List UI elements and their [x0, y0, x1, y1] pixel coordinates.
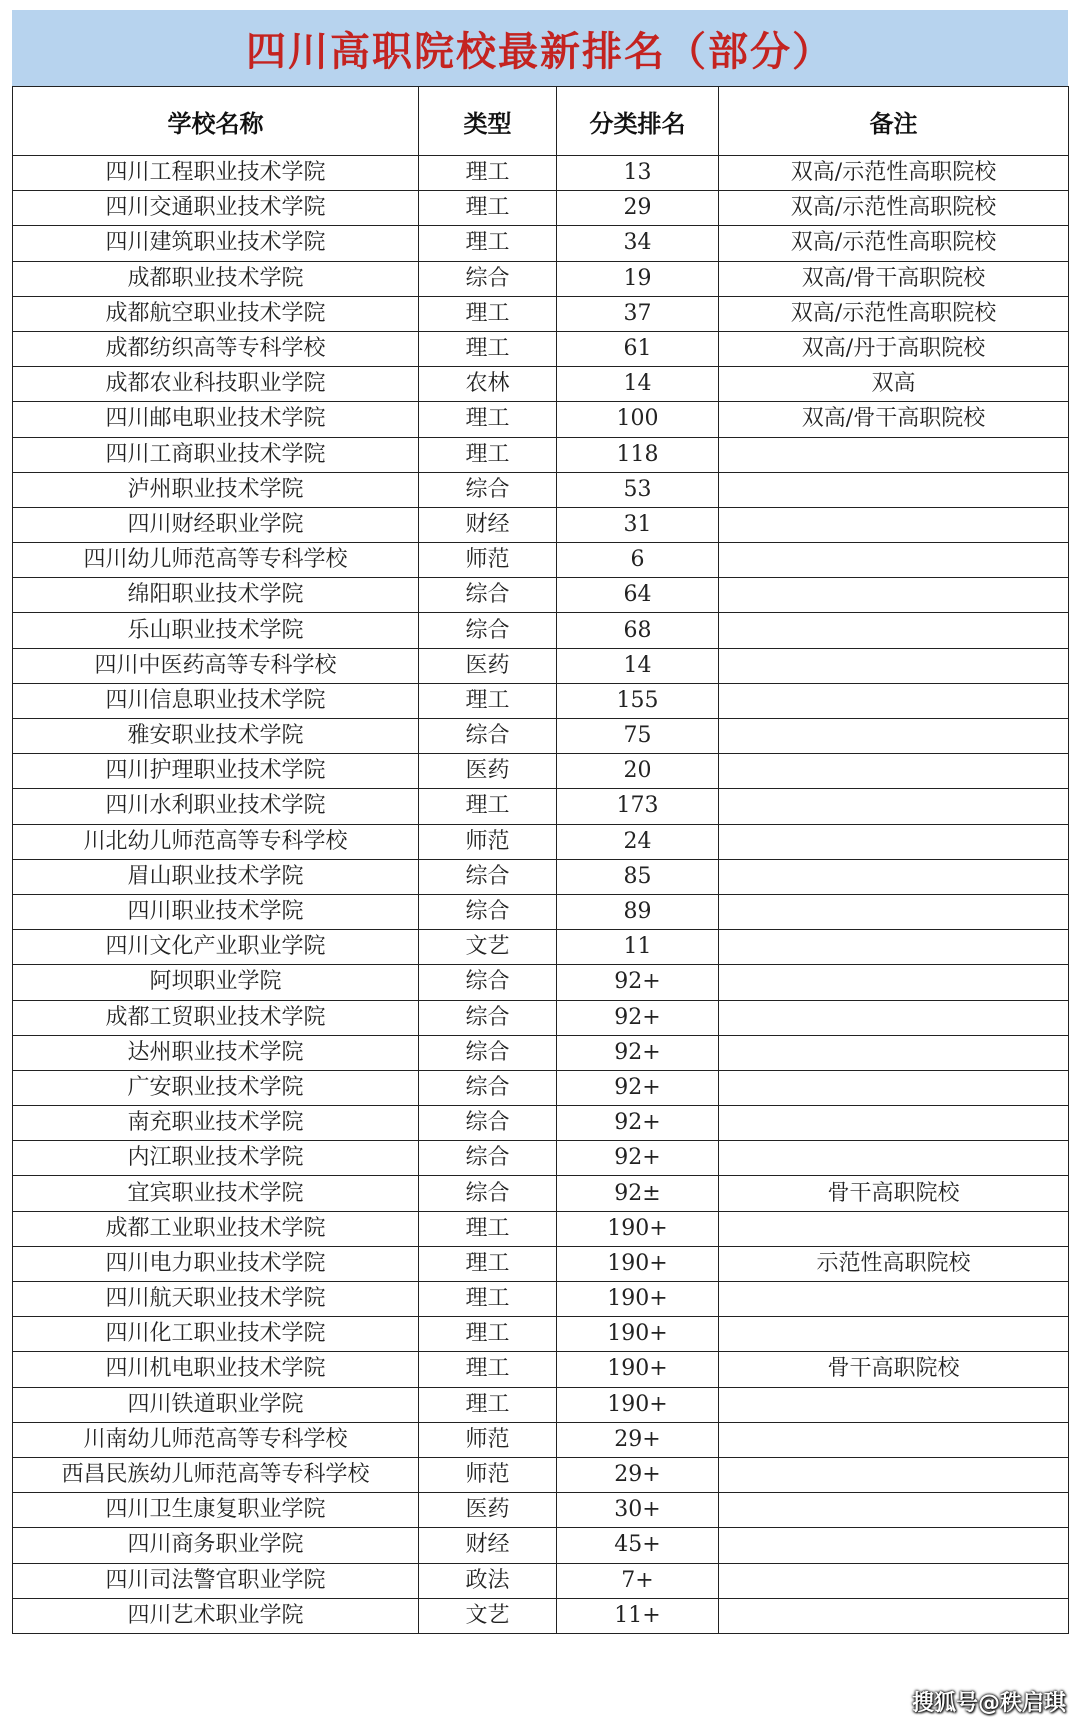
cell-type: 综合 [419, 894, 557, 929]
table-row [13, 1176, 1069, 1211]
cell-category-rank: 155 [557, 683, 719, 718]
ranking-table [12, 86, 1069, 1634]
cell-school-name: 雅安职业技术学院 [13, 719, 419, 754]
cell-remarks [719, 1528, 1069, 1563]
cell-category-rank: 100 [557, 402, 719, 437]
header-type: 类型 [419, 87, 557, 156]
table-row [13, 191, 1069, 226]
cell-category-rank: 190+ [557, 1317, 719, 1352]
cell-type: 综合 [419, 1141, 557, 1176]
cell-school-name: 达州职业技术学院 [13, 1035, 419, 1070]
cell-type: 理工 [419, 1317, 557, 1352]
cell-remarks [719, 472, 1069, 507]
cell-school-name: 四川航天职业技术学院 [13, 1282, 419, 1317]
table-row [13, 1141, 1069, 1176]
cell-remarks: 双高 [719, 367, 1069, 402]
cell-remarks [719, 859, 1069, 894]
table-row [13, 578, 1069, 613]
cell-type: 政法 [419, 1563, 557, 1598]
table-row [13, 1352, 1069, 1387]
cell-category-rank: 24 [557, 824, 719, 859]
cell-remarks [719, 1387, 1069, 1422]
cell-remarks [719, 965, 1069, 1000]
table-body [13, 156, 1069, 1634]
cell-category-rank: 75 [557, 719, 719, 754]
cell-school-name: 四川电力职业技术学院 [13, 1246, 419, 1281]
cell-remarks: 双高/骨干高职院校 [719, 402, 1069, 437]
cell-type: 医药 [419, 754, 557, 789]
cell-category-rank: 61 [557, 331, 719, 366]
header-remarks: 备注 [719, 87, 1069, 156]
source-watermark: 搜狐号@秩启琪 [911, 1691, 1066, 1716]
cell-type: 理工 [419, 437, 557, 472]
cell-remarks [719, 1141, 1069, 1176]
table-row [13, 1000, 1069, 1035]
cell-remarks [719, 648, 1069, 683]
cell-type: 理工 [419, 331, 557, 366]
cell-school-name: 成都工贸职业技术学院 [13, 1000, 419, 1035]
table-row [13, 367, 1069, 402]
page-title: 四川高职院校最新排名（部分） [12, 10, 1068, 86]
cell-remarks [719, 1493, 1069, 1528]
table-row [13, 543, 1069, 578]
cell-school-name: 四川商务职业学院 [13, 1528, 419, 1563]
cell-type: 综合 [419, 578, 557, 613]
cell-school-name: 成都航空职业技术学院 [13, 296, 419, 331]
cell-school-name: 川南幼儿师范高等专科学校 [13, 1422, 419, 1457]
table-row [13, 754, 1069, 789]
cell-school-name: 四川铁道职业学院 [13, 1387, 419, 1422]
cell-remarks [719, 613, 1069, 648]
table-row [13, 1387, 1069, 1422]
cell-type: 文艺 [419, 930, 557, 965]
table-row [13, 1563, 1069, 1598]
cell-category-rank: 173 [557, 789, 719, 824]
cell-type: 师范 [419, 543, 557, 578]
cell-category-rank: 190+ [557, 1387, 719, 1422]
cell-school-name: 四川艺术职业学院 [13, 1598, 419, 1633]
cell-category-rank: 29+ [557, 1457, 719, 1492]
cell-school-name: 成都工业职业技术学院 [13, 1211, 419, 1246]
cell-remarks [719, 719, 1069, 754]
cell-school-name: 四川护理职业技术学院 [13, 754, 419, 789]
cell-remarks [719, 1422, 1069, 1457]
table-row [13, 1106, 1069, 1141]
table-row [13, 930, 1069, 965]
cell-remarks [719, 789, 1069, 824]
cell-school-name: 成都职业技术学院 [13, 261, 419, 296]
cell-school-name: 四川建筑职业技术学院 [13, 226, 419, 261]
table-row [13, 1211, 1069, 1246]
cell-category-rank: 68 [557, 613, 719, 648]
cell-type: 理工 [419, 296, 557, 331]
cell-type: 综合 [419, 1000, 557, 1035]
cell-type: 理工 [419, 156, 557, 191]
table-row [13, 402, 1069, 437]
cell-type: 理工 [419, 402, 557, 437]
cell-remarks [719, 894, 1069, 929]
cell-remarks [719, 1598, 1069, 1633]
cell-type: 理工 [419, 1282, 557, 1317]
cell-category-rank: 30+ [557, 1493, 719, 1528]
cell-remarks: 双高/骨干高职院校 [719, 261, 1069, 296]
cell-remarks: 双高/示范性高职院校 [719, 226, 1069, 261]
table-row [13, 613, 1069, 648]
table-row [13, 1493, 1069, 1528]
header-category-rank: 分类排名 [557, 87, 719, 156]
cell-school-name: 四川交通职业技术学院 [13, 191, 419, 226]
cell-remarks: 双高/示范性高职院校 [719, 191, 1069, 226]
table-row [13, 1035, 1069, 1070]
cell-remarks [719, 683, 1069, 718]
cell-type: 综合 [419, 1035, 557, 1070]
cell-category-rank: 92+ [557, 1070, 719, 1105]
cell-school-name: 川北幼儿师范高等专科学校 [13, 824, 419, 859]
cell-type: 师范 [419, 824, 557, 859]
cell-remarks: 示范性高职院校 [719, 1246, 1069, 1281]
cell-category-rank: 6 [557, 543, 719, 578]
cell-category-rank: 20 [557, 754, 719, 789]
cell-school-name: 广安职业技术学院 [13, 1070, 419, 1105]
cell-school-name: 四川机电职业技术学院 [13, 1352, 419, 1387]
cell-category-rank: 92+ [557, 1035, 719, 1070]
cell-remarks [719, 507, 1069, 542]
cell-category-rank: 92+ [557, 965, 719, 1000]
cell-remarks: 骨干高职院校 [719, 1176, 1069, 1211]
cell-remarks [719, 824, 1069, 859]
cell-type: 综合 [419, 965, 557, 1000]
cell-category-rank: 53 [557, 472, 719, 507]
cell-remarks: 骨干高职院校 [719, 1352, 1069, 1387]
table-row [13, 1317, 1069, 1352]
cell-category-rank: 92+ [557, 1141, 719, 1176]
cell-remarks [719, 1211, 1069, 1246]
cell-school-name: 四川财经职业学院 [13, 507, 419, 542]
cell-type: 综合 [419, 1106, 557, 1141]
cell-category-rank: 19 [557, 261, 719, 296]
table-row [13, 472, 1069, 507]
cell-remarks [719, 578, 1069, 613]
cell-type: 综合 [419, 719, 557, 754]
cell-remarks [719, 1035, 1069, 1070]
table-row [13, 824, 1069, 859]
cell-type: 综合 [419, 1176, 557, 1211]
table-row [13, 437, 1069, 472]
cell-type: 综合 [419, 261, 557, 296]
cell-category-rank: 64 [557, 578, 719, 613]
cell-category-rank: 92+ [557, 1106, 719, 1141]
cell-category-rank: 92+ [557, 1000, 719, 1035]
cell-school-name: 乐山职业技术学院 [13, 613, 419, 648]
cell-category-rank: 190+ [557, 1282, 719, 1317]
cell-type: 理工 [419, 1246, 557, 1281]
table-row [13, 261, 1069, 296]
cell-remarks [719, 1317, 1069, 1352]
cell-school-name: 四川幼儿师范高等专科学校 [13, 543, 419, 578]
cell-type: 理工 [419, 1211, 557, 1246]
cell-category-rank: 14 [557, 648, 719, 683]
table-row [13, 648, 1069, 683]
cell-type: 财经 [419, 507, 557, 542]
cell-remarks [719, 1106, 1069, 1141]
cell-category-rank: 45+ [557, 1528, 719, 1563]
cell-school-name: 四川职业技术学院 [13, 894, 419, 929]
cell-type: 医药 [419, 648, 557, 683]
cell-remarks [719, 1282, 1069, 1317]
cell-school-name: 四川司法警官职业学院 [13, 1563, 419, 1598]
table-row [13, 1246, 1069, 1281]
cell-category-rank: 190+ [557, 1211, 719, 1246]
cell-type: 理工 [419, 1352, 557, 1387]
cell-category-rank: 190+ [557, 1246, 719, 1281]
cell-type: 理工 [419, 191, 557, 226]
cell-school-name: 绵阳职业技术学院 [13, 578, 419, 613]
cell-category-rank: 92± [557, 1176, 719, 1211]
cell-category-rank: 11+ [557, 1598, 719, 1633]
table-row [13, 331, 1069, 366]
cell-category-rank: 34 [557, 226, 719, 261]
cell-remarks [719, 543, 1069, 578]
cell-remarks: 双高/示范性高职院校 [719, 296, 1069, 331]
cell-type: 综合 [419, 472, 557, 507]
cell-type: 农林 [419, 367, 557, 402]
table-row [13, 789, 1069, 824]
cell-remarks [719, 1000, 1069, 1035]
cell-category-rank: 31 [557, 507, 719, 542]
cell-school-name: 眉山职业技术学院 [13, 859, 419, 894]
table-row [13, 156, 1069, 191]
table-row [13, 226, 1069, 261]
table-row [13, 1422, 1069, 1457]
cell-type: 综合 [419, 1070, 557, 1105]
cell-category-rank: 37 [557, 296, 719, 331]
cell-remarks [719, 754, 1069, 789]
cell-school-name: 四川工商职业技术学院 [13, 437, 419, 472]
cell-type: 理工 [419, 683, 557, 718]
cell-type: 师范 [419, 1422, 557, 1457]
cell-school-name: 内江职业技术学院 [13, 1141, 419, 1176]
cell-category-rank: 7+ [557, 1563, 719, 1598]
cell-remarks [719, 1070, 1069, 1105]
cell-school-name: 西昌民族幼儿师范高等专科学校 [13, 1457, 419, 1492]
cell-school-name: 四川信息职业技术学院 [13, 683, 419, 718]
cell-type: 理工 [419, 1387, 557, 1422]
cell-category-rank: 29+ [557, 1422, 719, 1457]
table-row [13, 1598, 1069, 1633]
table-row [13, 894, 1069, 929]
table-row [13, 683, 1069, 718]
table-row [13, 507, 1069, 542]
table-row [13, 859, 1069, 894]
cell-category-rank: 190+ [557, 1352, 719, 1387]
cell-remarks [719, 930, 1069, 965]
cell-type: 医药 [419, 1493, 557, 1528]
cell-type: 财经 [419, 1528, 557, 1563]
cell-remarks: 双高/示范性高职院校 [719, 156, 1069, 191]
table-row [13, 296, 1069, 331]
cell-category-rank: 118 [557, 437, 719, 472]
cell-category-rank: 11 [557, 930, 719, 965]
table-row [13, 965, 1069, 1000]
cell-school-name: 成都农业科技职业学院 [13, 367, 419, 402]
cell-type: 师范 [419, 1457, 557, 1492]
cell-school-name: 四川中医药高等专科学校 [13, 648, 419, 683]
cell-school-name: 四川工程职业技术学院 [13, 156, 419, 191]
cell-category-rank: 89 [557, 894, 719, 929]
table-row [13, 1070, 1069, 1105]
cell-remarks [719, 1457, 1069, 1492]
cell-remarks: 双高/丹于高职院校 [719, 331, 1069, 366]
cell-school-name: 南充职业技术学院 [13, 1106, 419, 1141]
cell-school-name: 宜宾职业技术学院 [13, 1176, 419, 1211]
table-row [13, 719, 1069, 754]
cell-category-rank: 85 [557, 859, 719, 894]
cell-remarks [719, 437, 1069, 472]
cell-school-name: 四川卫生康复职业学院 [13, 1493, 419, 1528]
table-row [13, 1457, 1069, 1492]
table-row [13, 1282, 1069, 1317]
header-school-name: 学校名称 [13, 87, 419, 156]
cell-category-rank: 29 [557, 191, 719, 226]
cell-school-name: 阿坝职业学院 [13, 965, 419, 1000]
cell-school-name: 四川文化产业职业学院 [13, 930, 419, 965]
cell-school-name: 成都纺织高等专科学校 [13, 331, 419, 366]
cell-type: 综合 [419, 859, 557, 894]
cell-type: 理工 [419, 226, 557, 261]
table-header-row [13, 87, 1069, 156]
cell-category-rank: 14 [557, 367, 719, 402]
cell-school-name: 四川邮电职业技术学院 [13, 402, 419, 437]
cell-school-name: 泸州职业技术学院 [13, 472, 419, 507]
table-row [13, 1528, 1069, 1563]
cell-school-name: 四川化工职业技术学院 [13, 1317, 419, 1352]
cell-type: 综合 [419, 613, 557, 648]
cell-remarks [719, 1563, 1069, 1598]
cell-type: 文艺 [419, 1598, 557, 1633]
cell-category-rank: 13 [557, 156, 719, 191]
cell-school-name: 四川水利职业技术学院 [13, 789, 419, 824]
cell-type: 理工 [419, 789, 557, 824]
